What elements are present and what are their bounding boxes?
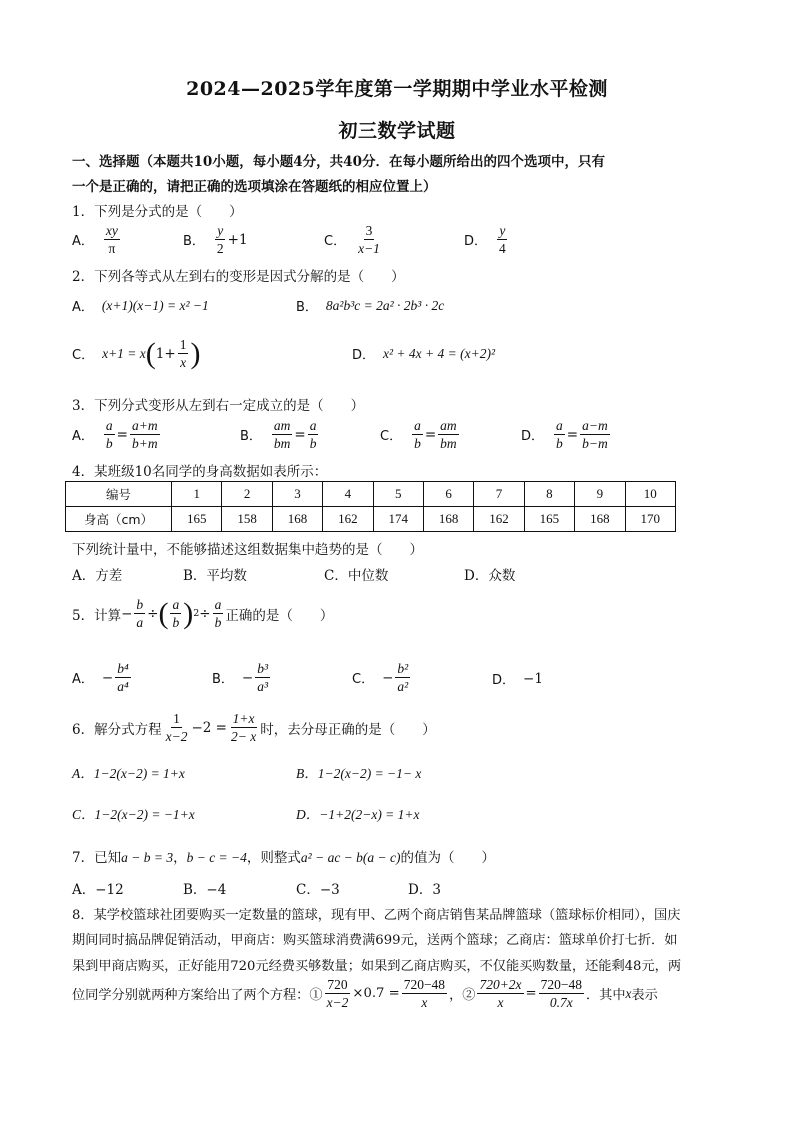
q2-stem: 2．下列各等式从左到右的变形是因式分解的是（ ） (72, 269, 405, 285)
table-header-cell: 编号 (66, 482, 172, 507)
q1-option-d[interactable]: D． $\frac{y}{4}$ (464, 223, 506, 256)
table-row: 身高（cm） 165 158 168 162 174 168 162 165 168 170 (66, 507, 676, 532)
q4-followup: 下列统计量中，不能够描述这组数据集中趋势的是（ ） (72, 542, 423, 558)
q6-stem: 6．解分式方程 $\frac{1}{x-2}$ −2 = $\frac{1+x}{2- x}$ 时，去分母正确的是（ ） (72, 711, 436, 744)
q1-option-b[interactable]: B． $\frac{y}{2}$ +1 (183, 223, 248, 256)
q8-line1: 8．某学校篮球社团要购买一定数量的篮球，现有甲、乙两个商店销售某品牌篮球（篮球标价相同），国庆 (72, 908, 681, 923)
q7-stem: 7．已知a − b = 3，b − c = −4，则整式a² − ac − b(a − c)的值为（ ） (72, 850, 496, 866)
q5-stem: 5．计算 − $\frac{b}{a}$ ÷ ( $\frac{a}{b}$ ) 2 ÷ $\frac{a}{b}$ 正确的是（ ） (72, 596, 334, 630)
q3-option-a[interactable]: A． $\frac{a}{b}$ = $\frac{a+m}{b+m}$ (72, 418, 158, 451)
q2-option-b[interactable]: B． 8a²b³c = 2a² · 2b³ · 2c (296, 297, 445, 315)
q4-option-d[interactable]: D．众数 (464, 568, 516, 584)
q7-option-c[interactable]: C．−3 (296, 882, 340, 898)
q3-option-d[interactable]: D． $\frac{a}{b}$ = $\frac{a-m}{b-m}$ (521, 418, 608, 451)
fraction: $\frac{y}{2}$ (216, 223, 224, 256)
q1-option-a[interactable] (72, 222, 122, 257)
fraction: $\frac{y}{4}$ (499, 223, 506, 256)
q4-stem: 4．某班级10名同学的身高数据如表所示： (72, 464, 328, 480)
q2-option-a[interactable]: A． (x+1)(x−1) = x² −1 (72, 297, 209, 315)
table-row: 编号 1 2 3 4 5 6 7 8 9 10 (66, 482, 676, 507)
height-data-table (65, 481, 676, 532)
q7-option-a[interactable]: A．−12 (72, 882, 124, 898)
q3-option-c[interactable]: C． $\frac{a}{b}$ = $\frac{am}{bm}$ (380, 418, 457, 451)
option-label: A． (72, 234, 94, 249)
fraction: $\frac{3}{x-1}$ (358, 223, 380, 256)
q5-option-b[interactable]: B． − $\frac{\text{b³}}{\text{a³}}$ (212, 661, 269, 694)
q8-line3: 果到甲商店购买，正好能用720元经费买够数量；如果到乙商店购买，不仅能买购数量，还能剩48元，两 (72, 959, 682, 974)
section-heading-line1: 一、选择题（本题共10小题，每小题4分，共40分．在每小题所给出的四个选项中，只有 (72, 154, 605, 170)
fraction: $\frac{1}{x}$ (179, 337, 187, 370)
section-heading-line2: 一个是正确的，请把正确的选项填涂在答题纸的相应位置上） (72, 179, 437, 195)
q6-option-d[interactable]: D．−1+2(2−x) = 1+x (296, 807, 420, 822)
q7-option-b[interactable]: B．−4 (183, 882, 227, 898)
q6-option-b[interactable]: B．1−2(x−2) = −1− x (296, 766, 422, 781)
q6-option-a[interactable]: A．1−2(x−2) = 1+x (72, 766, 185, 781)
q3-option-b[interactable]: B． $\frac{am}{bm}$ = $\frac{a}{b}$ (240, 418, 317, 451)
q1-option-c[interactable]: C． $\frac{3}{x-1}$ (324, 223, 380, 256)
q8-line4: 位同学分别就两种方案给出了两个方程：① $\frac{720}{x-2}$ ×0.7 = $\frac{720-48}{x}$ ，② $\frac{720+2x}{x}$ = $\frac{720-48}{0.7x}$ ．其中 x 表示 (72, 977, 658, 1010)
q1-stem: 1．下列是分式的是（ ） (72, 204, 243, 220)
q3-stem: 3．下列分式变形从左到右一定成立的是（ ） (72, 398, 365, 414)
fraction: $\frac{xy}{\pi}$ (105, 223, 118, 256)
exam-subtitle: 初三数学试题 (338, 120, 456, 142)
q6-option-c[interactable]: C．1−2(x−2) = −1+x (72, 807, 195, 822)
q5-option-a[interactable]: A． − $\frac{\text{b⁴}}{\text{a⁴}}$ (72, 661, 129, 694)
q8-line2: 期间同时搞品牌促销活动，甲商店：购买篮球消费满699元，送两个篮球；乙商店：篮球单价打七折．如 (72, 933, 678, 948)
q4-option-b[interactable]: B．平均数 (183, 568, 247, 584)
q7-option-d[interactable]: D．3 (408, 882, 441, 898)
q2-option-d[interactable]: D． x² + 4x + 4 = (x+2)² (352, 345, 496, 363)
q4-option-c[interactable]: C．中位数 (324, 568, 389, 584)
q5-option-d[interactable]: D． −1 (492, 670, 543, 688)
exam-title: 2024—2025学年度第一学期期中学业水平检测 (186, 78, 608, 100)
q4-option-a[interactable]: A．方差 (72, 568, 123, 584)
table-header-cell: 身高（cm） (66, 507, 172, 532)
q5-option-c[interactable]: C． − $\frac{\text{b²}}{\text{a²}}$ (352, 661, 409, 694)
q2-option-c[interactable]: C． x+1 = x ( 1+ $\frac{1}{x}$ ) (72, 336, 201, 370)
